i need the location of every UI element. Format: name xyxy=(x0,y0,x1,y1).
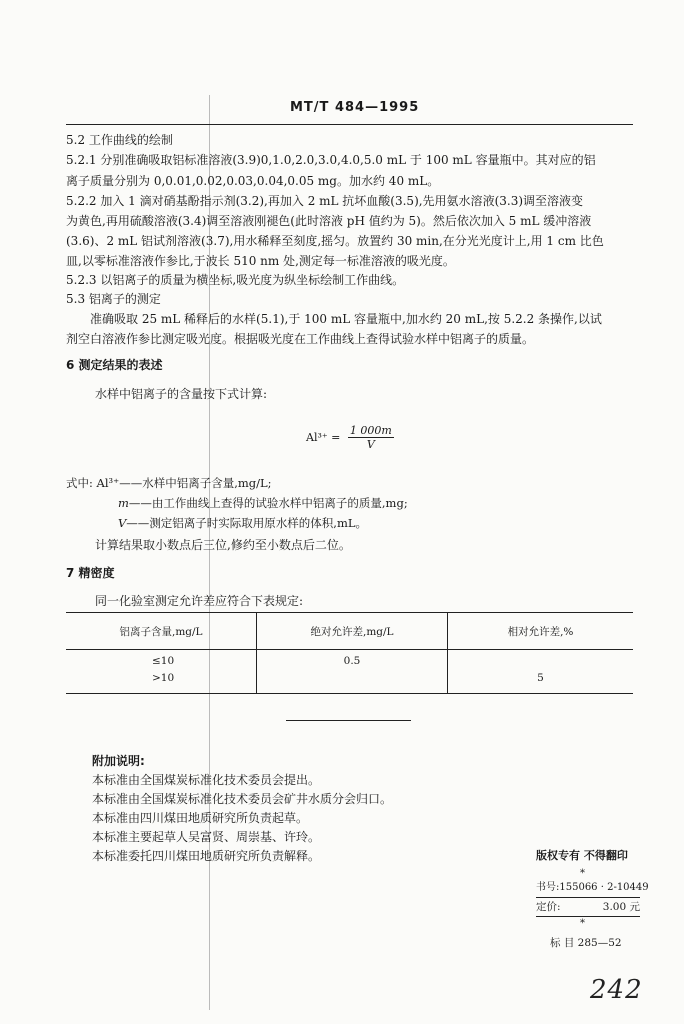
where-line-2 xyxy=(118,494,408,512)
section-6-intro: 水样中铝离子的含量按下式计算: xyxy=(95,387,268,401)
appendix-line: 本标准由全国煤炭标准化技术委员会矿井水质分会归口。 xyxy=(92,792,393,806)
table-cell xyxy=(448,653,633,670)
section-7-intro: 同一化验室测定允许差应符合下表规定: xyxy=(95,594,304,608)
col-absolute-tolerance xyxy=(257,650,448,694)
price-line xyxy=(536,898,640,917)
appendix-line: 本标准由全国煤炭标准化技术委员会提出。 xyxy=(92,773,321,787)
para-5-2-2-line2: 为黄色,再用硫酸溶液(3.4)调至溶液刚褪色(此时溶液 pH 值约为 5)。然后依次加入 5 mL 缓冲溶液 xyxy=(66,214,592,228)
para-5-3-line1: 准确吸取 25 mL 稀释后的水样(5.1),于 100 mL 容量瓶中,加水约 20 mL,按 5.2.2 条操作,以试 xyxy=(90,312,602,326)
section-7-title: 7 精密度 xyxy=(66,566,115,580)
price-value: 3.00 元 xyxy=(602,901,640,913)
book-number: 书号:155066 · 2-10449 xyxy=(536,879,640,898)
table-cell: >10 xyxy=(152,672,175,684)
para-5-2-1-line2: 离子质量分别为 0,0.01,0.02,0.03,0.04,0.05 mg。加水约 40 mL。 xyxy=(66,174,440,188)
table-cell: 5 xyxy=(537,672,544,684)
para-5-2-2-line3: (3.6)、2 mL 铝试剂溶液(3.7),用水稀释至刻度,摇匀。放置约 30 min,在分光光度计上,用 1 cm 比色 xyxy=(66,234,604,248)
appendix-line: 本标准委托四川煤田地质研究所负责解释。 xyxy=(92,849,321,863)
standard-code-header: MT/T 484—1995 xyxy=(290,100,420,115)
formula xyxy=(306,424,394,451)
para-5-3-line2: 剂空白溶液作参比测定吸光度。根据吸光度在工作曲线上查得试验水样中铝离子的质量。 xyxy=(66,332,535,346)
para-5-2-3: 5.2.3 以铝离子的质量为横坐标,吸光度为纵坐标绘制工作曲线。 xyxy=(66,273,405,287)
formula-denominator: V xyxy=(366,438,375,451)
appendix-line: 本标准由四川煤田地质研究所负责起草。 xyxy=(92,811,309,825)
where-desc-m: 由工作曲线上查得的试验水样中铝离子的质量,mg; xyxy=(151,496,408,510)
handwritten-page-number: 242 xyxy=(590,975,643,1005)
where-sym-m: m—— xyxy=(118,496,152,510)
table-header-row xyxy=(66,613,633,650)
section-5-2-title: 5.2 工作曲线的绘制 xyxy=(66,133,173,147)
para-5-2-2-line4: 皿,以零标准溶液作参比,于波长 510 nm 处,测定每一标准溶液的吸光度。 xyxy=(66,254,455,268)
section-6-title: 6 测定结果的表述 xyxy=(66,358,163,372)
header-rule xyxy=(66,124,633,125)
appendix-title: 附加说明: xyxy=(92,754,145,768)
table-body-row xyxy=(66,650,633,694)
col-relative-tolerance xyxy=(448,650,634,694)
where-prefix: 式中: Al³⁺—— xyxy=(66,476,143,490)
para-5-2-1-line1: 5.2.1 分别准确吸取铝标准溶液(3.9)0,1.0,2.0,3.0,4.0,5.0 mL 于 100 mL 容量瓶中。其对应的铝 xyxy=(66,153,596,167)
tolerance-table xyxy=(66,612,633,694)
table-cell: ≤10 xyxy=(152,655,175,667)
header-absolute-tolerance: 绝对允许差,mg/L xyxy=(257,613,448,650)
where-sym-v: V—— xyxy=(118,516,150,530)
end-separator-rule xyxy=(286,720,411,721)
section-5-3-title: 5.3 铝离子的测定 xyxy=(66,292,161,306)
formula-numerator: 1 000m xyxy=(349,424,392,437)
copyright-notice: 版权专有 不得翻印 xyxy=(536,849,628,862)
para-5-2-2-line1: 5.2.2 加入 1 滴对硝基酚指示剂(3.2),再加入 2 mL 抗坏血酸(3.5),先用氨水溶液(3.3)调至溶液变 xyxy=(66,194,584,208)
header-al-content: 铝离子含量,mg/L xyxy=(66,613,257,650)
where-line-3 xyxy=(118,514,367,532)
star-mark: * xyxy=(580,868,585,879)
where-desc-al: 水样中铝离子含量,mg/L; xyxy=(142,476,272,490)
formula-lhs: Al³⁺ = xyxy=(306,431,341,444)
price-label: 定价: xyxy=(536,901,561,913)
table-cell xyxy=(257,670,447,687)
catalog-number: 标 目 285—52 xyxy=(550,937,622,949)
appendix-line: 本标准主要起草人吴富贤、周崇基、许玲。 xyxy=(92,830,321,844)
where-line-1 xyxy=(66,474,272,492)
star-mark: * xyxy=(580,918,585,929)
table-cell: 0.5 xyxy=(343,655,361,667)
rounding-note: 计算结果取小数点后三位,修约至小数点后二位。 xyxy=(95,538,351,552)
formula-fraction xyxy=(348,424,394,451)
where-desc-v: 测定铝离子时实际取用原水样的体积,mL。 xyxy=(149,516,368,530)
col-al-content xyxy=(66,650,257,694)
header-relative-tolerance: 相对允许差,% xyxy=(448,613,634,650)
